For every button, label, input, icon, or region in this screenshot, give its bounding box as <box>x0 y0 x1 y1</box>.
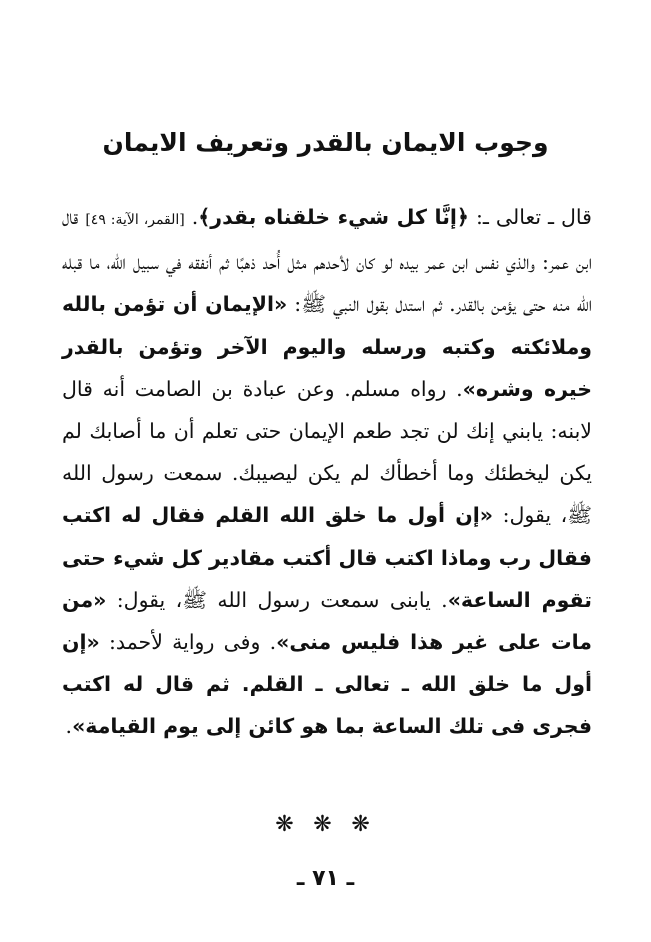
body-paragraph <box>62 196 592 748</box>
text-segment: . يابنى سمعت رسول الله ﷺ، يقول: <box>106 587 448 612</box>
text-segment: . وفى رواية لأحمد: <box>99 630 277 655</box>
hadith-quote: «الإيمان أن تؤمن بالله وملائكته وكتبه ورسله واليوم الآخر وتؤمن بالقدر خيره وشره» <box>62 292 592 401</box>
text-segment: قال ـ تعالى ـ: <box>468 205 592 229</box>
page-number: ـ ٧١ ـ <box>296 866 355 891</box>
chapter-title: وجوب الايمان بالقدر وتعريف الايمان <box>102 128 549 157</box>
text-segment: . <box>184 205 199 229</box>
text-segment: . <box>65 714 73 739</box>
hadith-quote: «إن أول ما خلق الله ـ تعالى ـ القلم. ثم قال له اكتب فجرى فى تلك الساعة بما هو كائن إلى يوم القيامة» <box>62 630 592 739</box>
hadith-quote: «إن أول ما خلق الله القلم فقال له اكتب فقال رب وماذا اكتب قال أكتب مقادير كل شيء حتى تقوم الساعة» <box>62 503 592 612</box>
verse-reference: [القمر، الآية: ٤٩] <box>85 212 185 228</box>
text-segment: قال ابن عمر: والذي نفس ابن عمر بيده لو كان لأحدهم مثل أُحد ذهبًا ثم أنفقه في سبيل الله، ما قبله الله منه حتى يؤمن بالقدر. ثم استدل بقول النبي ﷺ: <box>62 205 592 317</box>
quran-verse: ﴿إنَّا كل شيء خلقناه بقدر﴾ <box>198 205 469 229</box>
text-segment: . رواه مسلم. وعن عبادة بن الصامت أنه قال لابنه: يابني إنك لن تجد طعم الإيمان حتى تعلم أن ما أصابك لم يكن ليخطئك وما أخطأك لم يكن ليصيبك. سمعت رسول الله ﷺ، يقول: <box>62 376 592 528</box>
hadith-quote: «من مات على غير هذا فليس منى» <box>62 587 592 655</box>
section-ornament: ❋ ❋ ❋ <box>275 812 376 837</box>
